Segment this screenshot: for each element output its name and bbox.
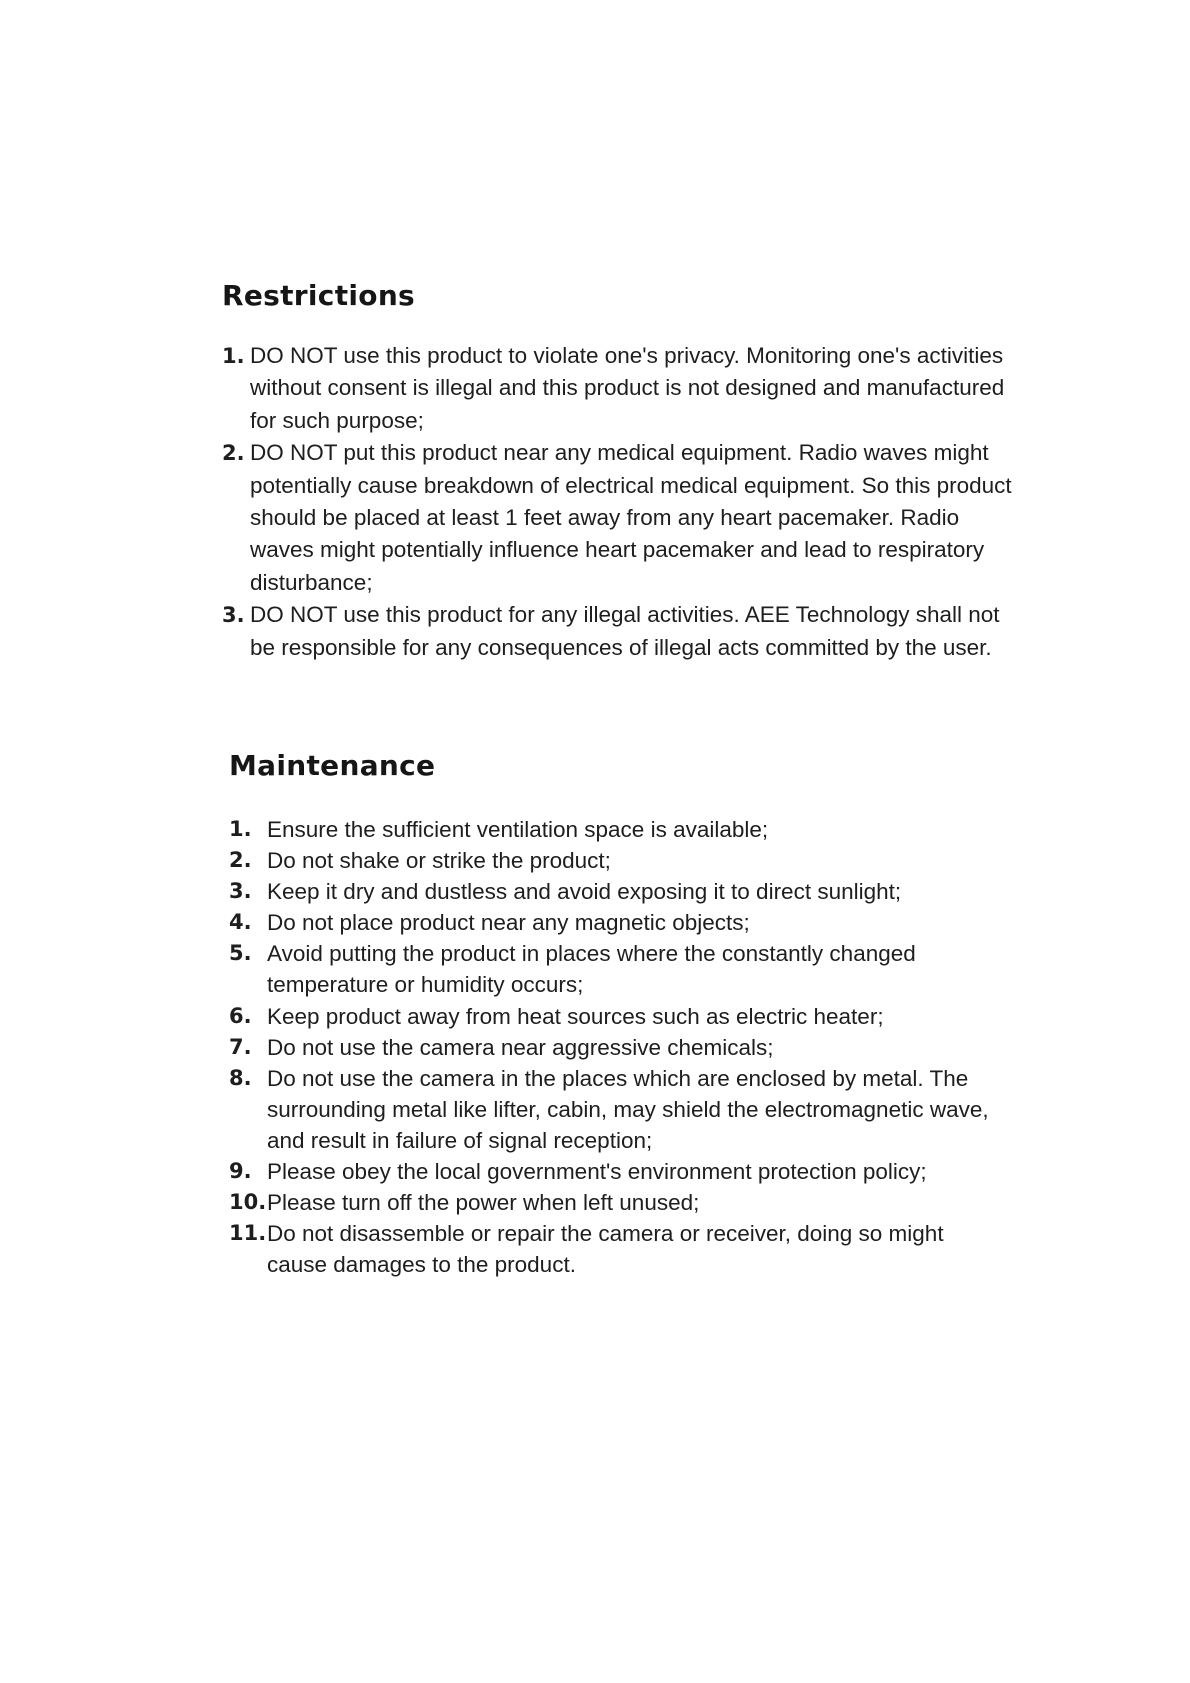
restrictions-section <box>222 272 1022 664</box>
item-number: 3. <box>229 879 252 904</box>
list-item <box>229 1001 1009 1032</box>
item-number: 4. <box>229 910 252 935</box>
item-number: 11. <box>229 1221 267 1246</box>
item-text: Keep product away from heat sources such as electric heater; <box>267 1003 884 1029</box>
list-item <box>229 1063 1009 1156</box>
item-number: 7. <box>229 1034 252 1059</box>
item-text: DO NOT use this product for any illegal activities. AEE Technology shall not be responsible for any consequences of illegal acts committed by the user. <box>250 602 1000 660</box>
item-text: Please obey the local government's environment protection policy; <box>267 1159 927 1185</box>
item-number: 2. <box>229 848 252 873</box>
maintenance-list <box>229 814 1009 1280</box>
list-item <box>229 1218 1009 1280</box>
item-number: 2. <box>222 441 245 466</box>
item-text: Do not disassemble or repair the camera or receiver, doing so might cause damages to the product. <box>267 1221 944 1278</box>
list-item <box>229 876 1009 907</box>
item-text: Do not use the camera in the places which are enclosed by metal. The surrounding metal like lifter, cabin, may shield the electromagnetic wave, and result in failure of signal reception; <box>267 1065 989 1153</box>
item-text: DO NOT put this product near any medical equipment. Radio waves might potentially cause breakdown of electrical medical equipment. So this product should be placed at least 1 feet away from any heart pacemaker. Radio waves might potentially influence heart pacemaker and lead to respiratory disturbance; <box>250 440 1012 595</box>
item-text: Keep it dry and dustless and avoid exposing it to direct sunlight; <box>267 879 902 905</box>
item-number: 3. <box>222 603 245 628</box>
item-number: 1. <box>222 344 245 368</box>
item-text: Do not place product near any magnetic objects; <box>267 910 750 936</box>
item-number: 6. <box>229 1003 252 1028</box>
list-item <box>222 437 1022 599</box>
list-item <box>222 599 1022 664</box>
restrictions-heading: Restrictions <box>222 279 416 312</box>
item-text: Ensure the sufficient ventilation space is available; <box>267 817 769 842</box>
item-number: 9. <box>229 1159 252 1184</box>
list-item <box>229 845 1009 876</box>
item-number: 5. <box>229 941 252 966</box>
item-text: Do not use the camera near aggressive chemicals; <box>267 1034 774 1060</box>
maintenance-heading: Maintenance <box>229 749 436 782</box>
list-item <box>229 814 1009 845</box>
list-item <box>229 1156 1009 1187</box>
list-item <box>222 340 1022 437</box>
item-text: DO NOT use this product to violate one's privacy. Monitoring one's activities without consent is illegal and this product is not designed and manufactured for such purpose; <box>250 343 1005 433</box>
item-number: 10. <box>229 1190 267 1215</box>
item-text: Do not shake or strike the product; <box>267 848 611 874</box>
item-number: 8. <box>229 1065 252 1090</box>
restrictions-list <box>222 340 1022 664</box>
list-item <box>229 1032 1009 1063</box>
item-text: Avoid putting the product in places where the constantly changed temperature or humidity occurs; <box>267 941 916 998</box>
list-item <box>229 1187 1009 1218</box>
maintenance-section <box>229 742 1009 1280</box>
list-item <box>229 938 1009 1000</box>
item-text: Please turn off the power when left unused; <box>267 1190 700 1216</box>
item-number: 1. <box>229 817 252 841</box>
list-item <box>229 907 1009 938</box>
